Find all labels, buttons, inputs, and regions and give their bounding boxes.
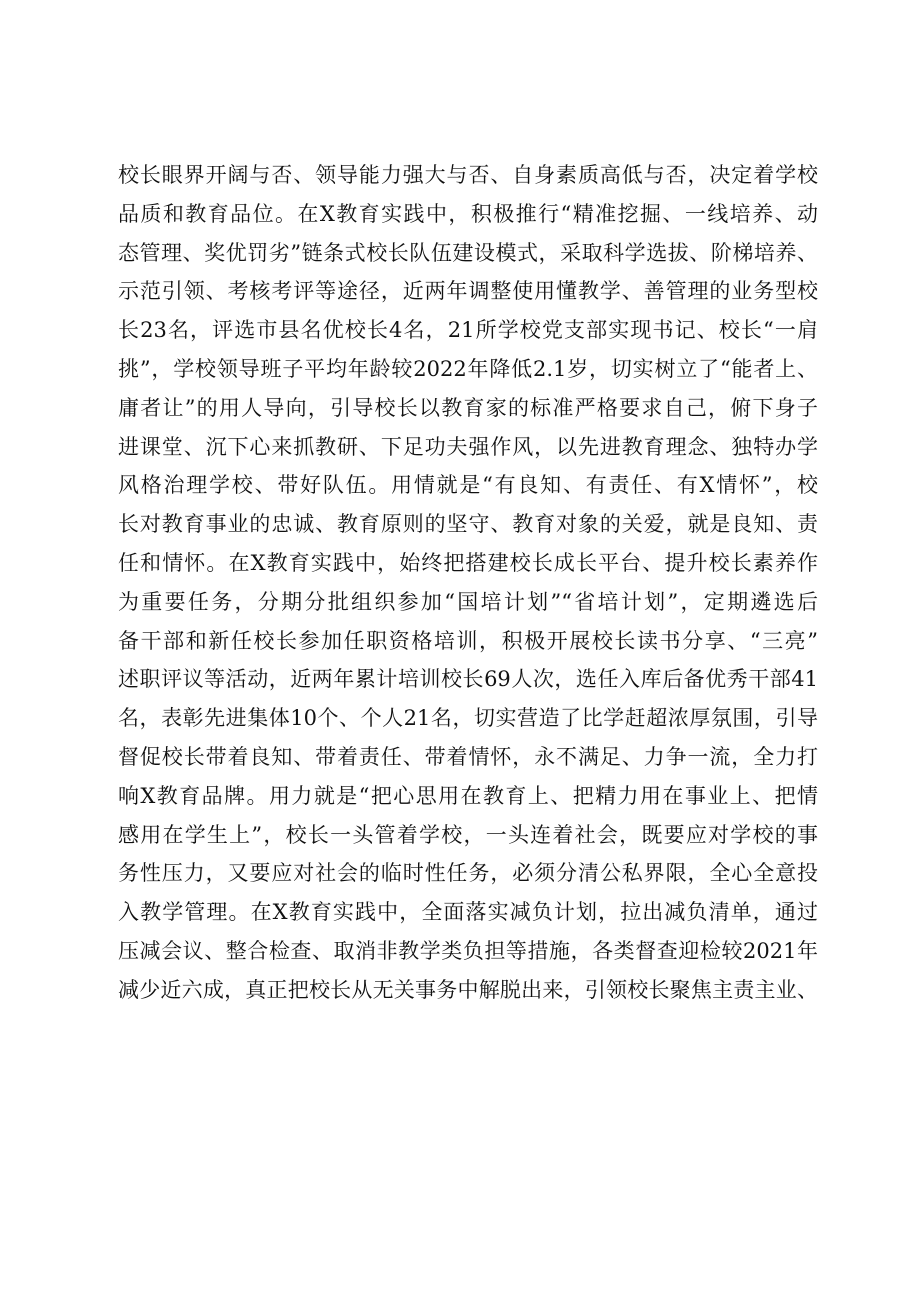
text-line: 态管理、奖优罚劣”链条式校长队伍建设模式，采取科学选拔、阶梯培养、 [118,240,818,265]
text-line: 长23名，评选市县名优校长4名，21所学校党支部实现书记、校长“一肩 [118,318,818,343]
text-line: 督促校长带着良知、带着责任、带着情怀，永不满足、力争一流，全力打 [118,744,818,769]
text-line: 减少近六成，真正把校长从无关事务中解脱出来，引领校长聚焦主责主业、 [118,977,818,1002]
text-line: 示范引领、考核考评等途径，近两年调整使用懂教学、善管理的业务型校 [118,279,818,304]
text-line: 校长眼界开阔与否、领导能力强大与否、自身素质高低与否，决定着学校 [118,163,818,187]
text-line: 长对教育事业的忠诚、教育原则的坚守、教育对象的关爱，就是良知、责 [118,512,818,537]
text-line: 庸者让”的用人导向，引导校长以教育家的标准严格要求自己，俯下身子 [118,395,818,420]
text-line: 任和情怀。在X教育实践中，始终把搭建校长成长平台、提升校长素养作 [118,550,818,575]
text-line: 风格治理学校、带好队伍。用情就是“有良知、有责任、有X情怀”，校 [118,473,818,498]
text-line: 品质和教育品位。在X教育实践中，积极推行“精准挖掘、一线培养、动 [118,201,818,226]
text-line: 名，表彰先进集体10个、个人21名，切实营造了比学赶超浓厚氛围，引导 [118,706,818,731]
text-line: 进课堂、沉下心来抓教研、下足功夫强作风，以先进教育理念、独特办学 [118,434,818,459]
text-line: 压减会议、整合检查、取消非教学类负担等措施，各类督查迎检较2021年 [118,938,818,963]
text-line: 入教学管理。在X教育实践中，全面落实减负计划，拉出减负清单，通过 [118,900,818,925]
text-line: 为重要任务，分期分批组织参加“国培计划”“省培计划”，定期遴选后 [118,589,818,614]
text-line: 响X教育品牌。用力就是“把心思用在教育上、把精力用在事业上、把情 [118,783,818,808]
text-line: 务性压力，又要应对社会的临时性任务，必须分清公私界限，全心全意投 [118,861,818,886]
text-line: 述职评议等活动，近两年累计培训校长69人次，选任入库后备优秀干部41 [118,667,818,692]
text-line: 备干部和新任校长参加任职资格培训，积极开展校长读书分享、“三亮” [118,628,818,653]
text-line: 感用在学生上”，校长一头管着学校，一头连着社会，既要应对学校的事 [118,822,818,847]
body-paragraph [118,156,818,1010]
text-line: 挑”，学校领导班子平均年龄较2022年降低2.1岁，切实树立了“能者上、 [118,356,818,381]
